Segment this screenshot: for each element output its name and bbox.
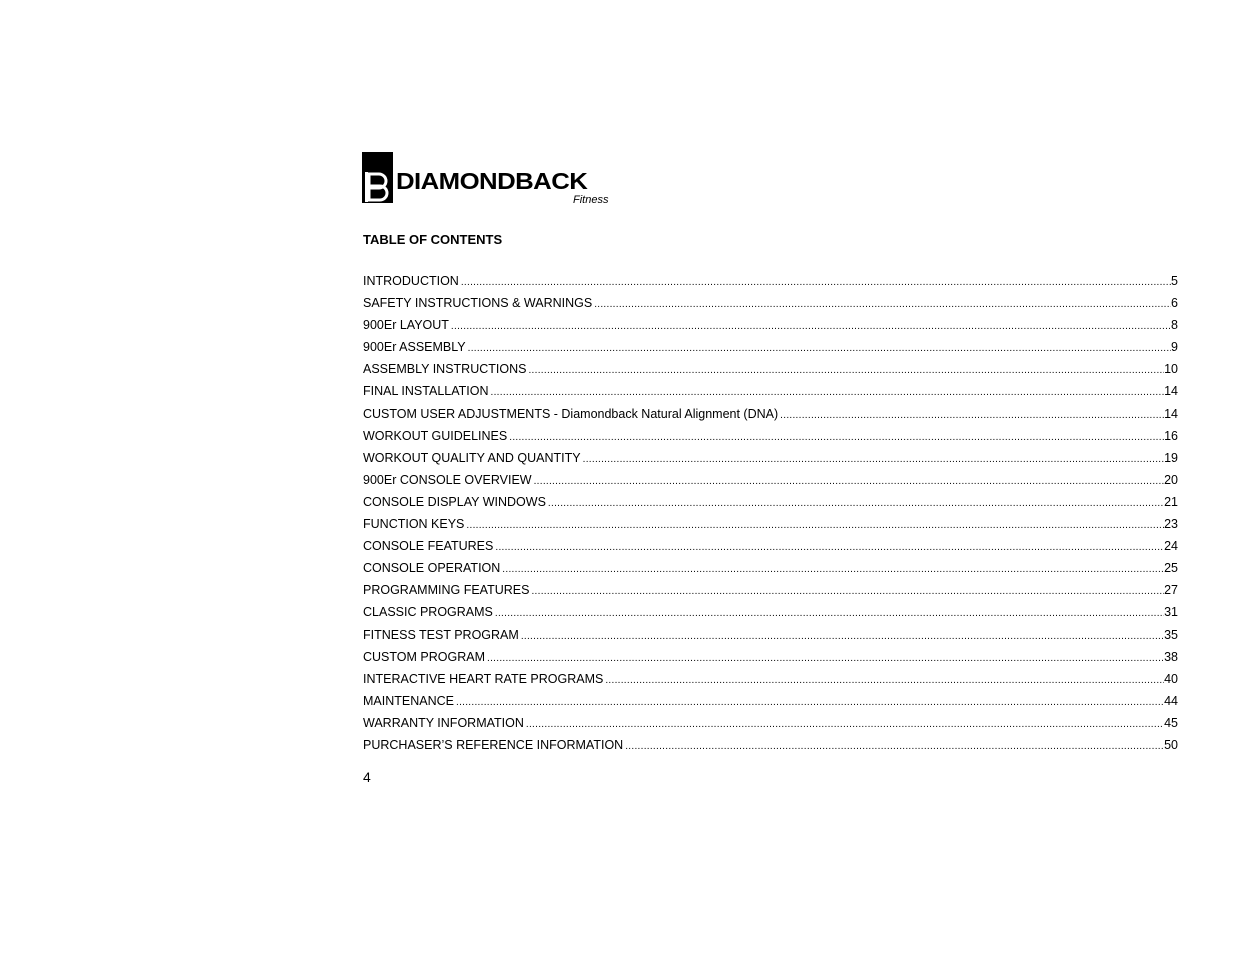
toc-entry-label: 900Er CONSOLE OVERVIEW: [363, 472, 532, 487]
toc-entry-label: 900Er ASSEMBLY: [363, 340, 466, 355]
toc-entry-page: 9: [1171, 340, 1178, 355]
toc-entry-label: WORKOUT GUIDELINES: [363, 428, 508, 443]
diamondback-emblem-icon: [362, 152, 393, 203]
toc-dot-leader: [526, 361, 1164, 381]
toc-entry-label: INTRODUCTION: [363, 274, 459, 288]
toc-entry[interactable]: [363, 602, 1178, 624]
toc-entry[interactable]: [363, 315, 1178, 337]
toc-entry-label: FINAL INSTALLATION: [363, 384, 489, 399]
toc-dot-leader: [581, 450, 1164, 470]
toc-entry[interactable]: [363, 647, 1178, 669]
toc-entry[interactable]: [363, 404, 1178, 426]
toc-entry-page: 14: [1164, 406, 1178, 421]
toc-dot-leader: [485, 649, 1164, 669]
toc-entry[interactable]: [363, 271, 1178, 293]
toc-dot-leader: [592, 295, 1171, 315]
toc-entry[interactable]: [363, 558, 1178, 580]
toc-dot-leader: [454, 693, 1164, 713]
toc-entry-label: CUSTOM PROGRAM: [363, 649, 485, 664]
toc-entry-page: 14: [1164, 384, 1178, 399]
toc-dot-leader: [466, 339, 1171, 359]
toc-dot-leader: [459, 273, 1171, 293]
diamondback-logo: [362, 152, 622, 210]
toc-entry[interactable]: [363, 691, 1178, 713]
toc-entry[interactable]: [363, 492, 1178, 514]
toc-entry-label: CONSOLE OPERATION: [363, 561, 501, 576]
toc-entry-page: 40: [1164, 671, 1178, 686]
toc-entry-page: 35: [1164, 627, 1178, 642]
toc-entry-label: SAFETY INSTRUCTIONS & WARNINGS: [363, 296, 593, 311]
toc-entry-label: PROGRAMMING FEATURES: [363, 583, 530, 598]
toc-entry[interactable]: [363, 470, 1178, 492]
toc-entry-label: WARRANTY INFORMATION: [363, 715, 524, 730]
toc-entry-label: PURCHASER’S REFERENCE INFORMATION: [363, 737, 624, 752]
toc-entry[interactable]: [363, 625, 1178, 647]
toc-entry-label: CUSTOM USER ADJUSTMENTS - Diamondback Natural Alignment (DNA): [363, 406, 779, 421]
toc-entry[interactable]: [363, 735, 1178, 757]
toc-entry[interactable]: [363, 337, 1178, 359]
toc-entry-page: 27: [1164, 583, 1178, 598]
toc-entry-label: INTERACTIVE HEART RATE PROGRAMS: [363, 671, 604, 686]
toc-entry-page: 5: [1171, 274, 1178, 288]
toc-dot-leader: [778, 406, 1164, 426]
toc-entry-label: WORKOUT QUALITY AND QUANTITY: [363, 450, 581, 465]
toc-dot-leader: [519, 627, 1164, 647]
toc-entry-label: FITNESS TEST PROGRAM: [363, 627, 519, 642]
toc-entry-page: 16: [1164, 428, 1178, 443]
toc-entry[interactable]: [363, 359, 1178, 381]
page-number: 4: [363, 769, 371, 785]
toc-entry-page: 10: [1164, 362, 1178, 377]
toc-entry-page: 19: [1164, 450, 1178, 465]
toc-dot-leader: [449, 317, 1171, 337]
toc-dot-leader: [464, 516, 1164, 536]
toc-list: [363, 271, 1178, 757]
toc-entry[interactable]: [363, 514, 1178, 536]
toc-dot-leader: [493, 604, 1164, 624]
toc-entry[interactable]: [363, 536, 1178, 558]
toc-entry-page: 45: [1164, 715, 1178, 730]
toc-dot-leader: [500, 560, 1164, 580]
toc-entry[interactable]: [363, 426, 1178, 448]
toc-entry[interactable]: [363, 381, 1178, 403]
toc-entry-label: CLASSIC PROGRAMS: [363, 605, 493, 620]
toc-entry[interactable]: [363, 713, 1178, 735]
logo-subtitle: Fitness: [573, 194, 609, 206]
toc-entry[interactable]: [363, 293, 1178, 315]
toc-entry-page: 24: [1164, 539, 1178, 554]
toc-entry-page: 21: [1164, 494, 1178, 509]
toc-dot-leader: [489, 383, 1165, 403]
toc-entry-page: 6: [1171, 296, 1178, 311]
toc-dot-leader: [524, 715, 1164, 735]
toc-entry-page: 50: [1164, 737, 1178, 752]
toc-dot-leader: [507, 428, 1164, 448]
toc-dot-leader: [529, 582, 1164, 602]
toc-entry-page: 25: [1164, 561, 1178, 576]
toc-entry-page: 23: [1164, 517, 1178, 532]
toc-entry-label: CONSOLE DISPLAY WINDOWS: [363, 494, 546, 509]
toc-entry-page: 20: [1164, 472, 1178, 487]
toc-entry-page: 38: [1164, 649, 1178, 664]
toc-dot-leader: [493, 538, 1164, 558]
logo-wordmark: DIAMONDBACK: [396, 168, 588, 194]
toc-entry-label: ASSEMBLY INSTRUCTIONS: [363, 362, 527, 377]
toc-entry-page: 8: [1171, 318, 1178, 333]
toc-dot-leader: [532, 472, 1165, 492]
toc-title: TABLE OF CONTENTS: [363, 232, 503, 247]
toc-entry-label: 900Er LAYOUT: [363, 318, 449, 333]
toc-entry[interactable]: [363, 580, 1178, 602]
toc-entry-page: 44: [1164, 693, 1178, 708]
toc-entry-label: FUNCTION KEYS: [363, 517, 465, 532]
toc-entry[interactable]: [363, 669, 1178, 691]
toc-entry-page: 31: [1164, 605, 1178, 620]
toc-entry-label: CONSOLE FEATURES: [363, 539, 494, 554]
toc-dot-leader: [546, 494, 1164, 514]
toc-entry-label: MAINTENANCE: [363, 693, 454, 708]
toc-dot-leader: [603, 671, 1164, 691]
toc-entry[interactable]: [363, 448, 1178, 470]
toc-dot-leader: [623, 737, 1164, 757]
